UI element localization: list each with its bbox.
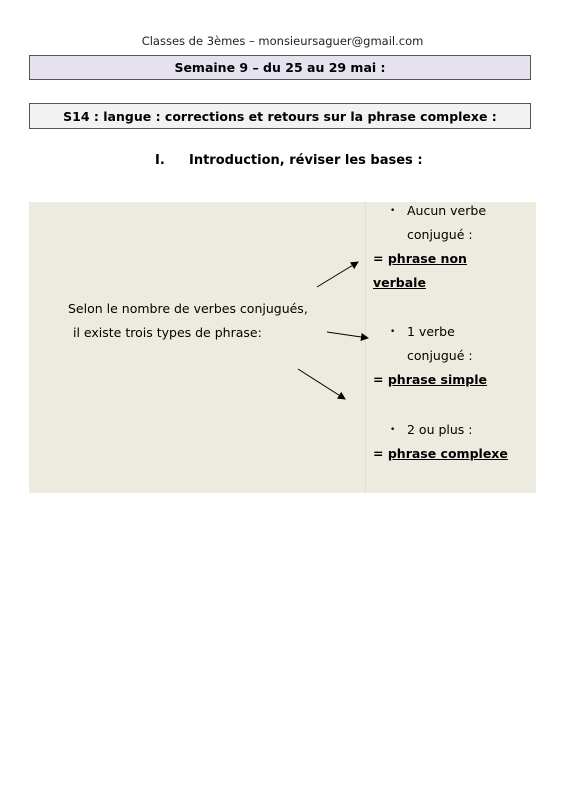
section-number: I. [155,153,165,168]
bullet-icon: • [390,425,396,435]
type-one-verb [373,320,527,392]
intro-line-1: Selon le nombre de verbes conjugués, [68,301,308,316]
arrow-up [317,262,358,287]
bullet-icon: • [390,206,396,216]
bullet-icon: • [390,327,396,337]
type-multiple-verbs [373,418,527,466]
result-phrase-non-verbale: = phrase non [373,251,467,266]
list-item: • Aucun verbe conjugué : [373,199,527,247]
result-phrase-complexe: = phrase complexe [373,446,508,461]
list-item: • 2 ou plus : [373,418,527,442]
session-title: S14 : langue : corrections et retours sur la phrase complexe : [63,108,497,124]
list-item: • 1 verbe conjugué : [373,320,527,368]
arrow-down [298,369,345,399]
arrow-middle [327,332,368,338]
section-title: Introduction, réviser les bases : [189,153,423,168]
page-header: Classes de 3èmes – monsieursaguer@gmail.com [141,34,424,48]
result-phrase-simple: = phrase simple [373,372,488,387]
intro-line-2: il existe trois types de phrase: [73,325,262,340]
type-no-verb: • Aucun verbe conjugué : = phrase non verbale [373,199,527,295]
week-title: Semaine 9 – du 25 au 29 mai : [174,60,386,75]
